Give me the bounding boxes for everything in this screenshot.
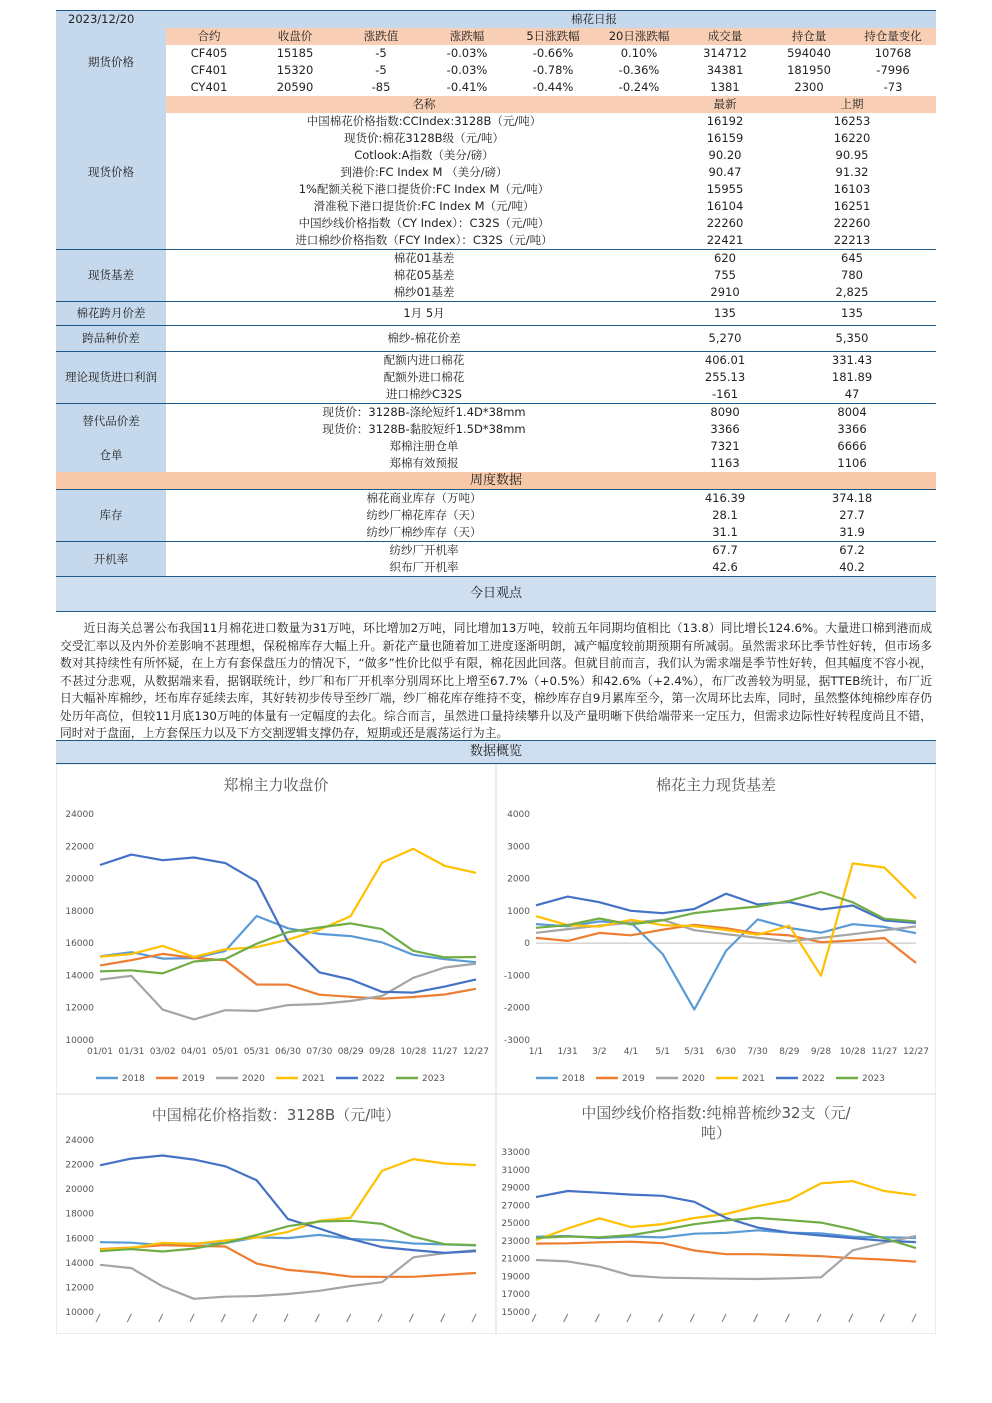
chart-title: 郑棉主力收盘价 (223, 776, 329, 794)
x-tick-label: 9/28 (810, 1047, 832, 1057)
legend-label: 2019 (182, 1074, 205, 1084)
y-tick-label: 1000 (507, 906, 530, 917)
report-date: 2023/12/20 (56, 11, 252, 29)
y-tick-label: -3000 (503, 1036, 530, 1046)
futures-cell: CF401 (190, 63, 228, 77)
profit-row (56, 369, 936, 386)
y-tick-label: -1000 (503, 971, 530, 982)
y-tick-label: 24000 (65, 810, 94, 820)
substitute-row (56, 421, 936, 438)
x-tick-label: 8/29 (779, 1047, 800, 1057)
y-tick-label: 23000 (501, 1236, 530, 1247)
substitute-row (56, 404, 936, 422)
rate-row (56, 542, 936, 560)
y-tick-label: 12000 (65, 1283, 94, 1294)
futures-cell: 0.10% (620, 46, 658, 60)
inventory-label: 纺纱厂棉花库存（天） (366, 508, 482, 522)
warehouse-latest: 1163 (710, 456, 740, 470)
y-tick-label: 27000 (501, 1201, 530, 1212)
futures-col-header: 成交量 (682, 28, 768, 45)
spread-prev: 135 (841, 306, 863, 320)
x-tick-label: 11/27 (431, 1047, 458, 1057)
spot-latest: 16159 (706, 131, 744, 145)
spot-col-header: 名称 (166, 96, 682, 113)
y-tick-label: 17000 (501, 1290, 530, 1301)
legend-label: 2021 (742, 1074, 765, 1084)
y-tick-label: 14000 (65, 971, 94, 982)
y-tick-label: 12000 (65, 1003, 94, 1014)
y-tick-label: 33000 (501, 1148, 530, 1158)
spot-row (56, 215, 936, 232)
chart-title: 中国棉花价格指数：3128B（元/吨） (151, 1106, 401, 1124)
basis-row (56, 250, 936, 268)
substitute-label: 现货价：3128B-涤纶短纤1.4D*38mm (322, 405, 526, 419)
section-rate: 开机率 (56, 542, 166, 577)
futures-col-header: 涨跌值 (338, 28, 424, 45)
futures-cell: 1381 (710, 80, 740, 94)
profit-latest: -161 (711, 387, 739, 401)
legend-label: 2023 (862, 1074, 885, 1084)
inventory-latest: 416.39 (704, 491, 746, 505)
legend-label: 2022 (362, 1074, 385, 1084)
y-tick-label: 3000 (507, 842, 530, 853)
spot-label: Cotlook:A指数（美分/磅） (354, 148, 494, 162)
spot-latest: 16104 (706, 199, 744, 213)
spot-row (56, 232, 936, 250)
warehouse-label: 郑棉有效预报 (389, 456, 459, 470)
x-tick-label: 01/31 (118, 1047, 145, 1057)
x-tick-label: 4/1 (623, 1047, 639, 1057)
futures-cell: 10768 (874, 46, 912, 60)
inventory-latest: 31.1 (712, 525, 738, 539)
spot-latest: 16192 (706, 114, 744, 128)
profit-latest: 406.01 (704, 353, 746, 367)
futures-cell: -0.03% (446, 63, 488, 77)
spot-row (56, 113, 936, 130)
futures-cell: 20590 (276, 80, 314, 94)
spot-col-header: 最新 (682, 96, 768, 113)
y-tick-label: 22000 (65, 1160, 94, 1171)
futures-cell: 15320 (276, 63, 314, 77)
futures-cell: CY401 (190, 80, 228, 94)
futures-col-header: 20日涨跌幅 (596, 28, 682, 45)
spot-label: 进口棉纱价格指数（FCY Index）：C32S（元/吨） (295, 233, 553, 247)
futures-row (56, 62, 936, 79)
spot-row (56, 130, 936, 147)
y-tick-label: 14000 (65, 1258, 94, 1269)
x-tick-label: 5/1 (655, 1047, 670, 1057)
inventory-prev: 27.7 (839, 508, 865, 522)
x-tick-label: 06/30 (275, 1047, 301, 1057)
viewpoint-title: 今日观点 (56, 576, 936, 612)
x-tick-label: 1/31 (557, 1047, 578, 1057)
futures-cell: -0.44% (532, 80, 574, 94)
basis-latest: 620 (714, 251, 736, 265)
futures-cell: 594040 (787, 46, 831, 60)
y-tick-label: 19000 (501, 1272, 530, 1283)
substitute-prev: 8004 (837, 405, 867, 419)
x-tick-label: 04/01 (181, 1047, 207, 1057)
futures-header-row (56, 28, 936, 45)
spot-prev: 91.32 (835, 165, 869, 179)
report-table (56, 10, 936, 576)
futures-cell: 34381 (706, 63, 744, 77)
profit-label: 配额内进口棉花 (383, 353, 465, 367)
inventory-row (56, 507, 936, 524)
x-tick-label: 12/27 (903, 1047, 929, 1057)
basis-label: 棉花05基差 (393, 268, 455, 282)
inventory-latest: 28.1 (712, 508, 738, 522)
basis-prev: 780 (841, 268, 863, 282)
futures-row (56, 45, 936, 62)
futures-row (56, 79, 936, 96)
futures-close-chart (56, 764, 496, 1094)
rate-latest: 67.7 (712, 543, 738, 557)
spot-col-header: 上期 (768, 96, 936, 113)
x-tick-label: 10/28 (839, 1047, 866, 1057)
rate-label: 织布厂开机率 (389, 560, 459, 574)
futures-cell: -0.24% (618, 80, 660, 94)
inventory-prev: 31.9 (839, 525, 865, 539)
profit-latest: 255.13 (704, 370, 746, 384)
cc-index-chart (56, 1094, 496, 1334)
y-tick-label: 15000 (501, 1308, 530, 1318)
futures-cell: CF405 (190, 46, 228, 60)
section-inventory: 库存 (56, 490, 166, 542)
futures-cell: 181950 (787, 63, 831, 77)
futures-cell: 15185 (276, 46, 314, 60)
basis-prev: 2,825 (835, 285, 869, 299)
section-profit: 理论现货进口利润 (56, 352, 166, 404)
spot-latest: 22260 (706, 216, 744, 230)
substitute-latest: 8090 (710, 405, 740, 419)
weekly-title-row (56, 472, 936, 490)
warehouse-label: 郑棉注册仓单 (389, 439, 459, 453)
spot-row (56, 198, 936, 215)
futures-col-header: 收盘价 (252, 28, 338, 45)
spot-latest: 22421 (706, 233, 744, 247)
spot-prev: 90.95 (835, 148, 869, 162)
legend-label: 2022 (802, 1074, 825, 1084)
y-tick-label: 10000 (65, 1308, 94, 1318)
x-tick-label: 11/27 (871, 1047, 898, 1057)
profit-label: 进口棉纱C32S (386, 387, 462, 401)
basis-label: 棉纱01基差 (393, 285, 455, 299)
profit-row (56, 352, 936, 370)
substitute-latest: 3366 (710, 422, 740, 436)
spot-prev: 16220 (833, 131, 871, 145)
spot-label: 中国纱线价格指数（CY Index）：C32S（元/吨） (298, 216, 550, 230)
warehouse-row (56, 455, 936, 472)
y-tick-label: 2000 (507, 874, 530, 885)
profit-prev: 181.89 (831, 370, 873, 384)
spot-prev: 22260 (833, 216, 871, 230)
futures-cell: -0.41% (446, 80, 488, 94)
futures-cell: 2300 (794, 80, 824, 94)
inventory-row (56, 524, 936, 542)
y-tick-label: 18000 (65, 1209, 94, 1220)
futures-cell: -5 (375, 46, 387, 60)
futures-cell: -0.78% (532, 63, 574, 77)
y-tick-label: 31000 (501, 1165, 530, 1176)
y-tick-label: 18000 (65, 906, 94, 917)
y-tick-label: 20000 (65, 874, 94, 885)
y-tick-label: -2000 (503, 1003, 530, 1014)
x-tick-label: 5/31 (684, 1047, 705, 1057)
y-tick-label: 21000 (501, 1254, 530, 1265)
weekly-title: 周度数据 (56, 472, 936, 490)
basis-latest: 755 (714, 268, 736, 282)
charts-area (56, 764, 936, 1324)
spot-prev: 16251 (833, 199, 871, 213)
y-tick-label: 29000 (501, 1183, 530, 1194)
spread-label: 1月 5月 (403, 306, 445, 320)
futures-col-header: 持仓量变化 (850, 28, 936, 45)
profit-prev: 47 (844, 387, 860, 401)
cotton-daily-report (56, 0, 936, 1324)
cross-prev: 5,350 (835, 331, 869, 345)
y-tick-label: 24000 (65, 1136, 94, 1146)
legend-label: 2020 (242, 1074, 265, 1084)
warehouse-prev: 6666 (837, 439, 867, 453)
x-tick-label: 05/31 (243, 1047, 270, 1057)
chart-title: 吨） (700, 1124, 732, 1142)
cross-label: 棉纱-棉花价差 (387, 331, 461, 345)
x-tick-label: 1/1 (528, 1047, 544, 1057)
y-tick-label: 16000 (65, 939, 94, 950)
futures-col-header: 5日涨跌幅 (510, 28, 596, 45)
spot-row (56, 164, 936, 181)
cross-latest: 5,270 (708, 331, 742, 345)
chart-title: 棉花主力现货基差 (655, 776, 777, 794)
rate-label: 纺纱厂开机率 (389, 543, 459, 557)
y-tick-label: 0 (524, 939, 530, 950)
x-tick-label: 08/29 (337, 1047, 364, 1057)
section-cross: 跨品种价差 (56, 326, 166, 352)
profit-row (56, 386, 936, 404)
header-row (56, 11, 936, 29)
spot-label: 中国棉花价格指数:CCIndex:3128B（元/吨） (306, 114, 542, 128)
inventory-label: 棉花商业库存（万吨） (366, 491, 482, 505)
futures-cell: -73 (883, 80, 903, 94)
profit-label: 配额外进口棉花 (383, 370, 465, 384)
x-tick-label: 09/28 (369, 1047, 395, 1057)
spread-row (56, 302, 936, 326)
x-tick-label: 3/2 (592, 1047, 607, 1057)
y-tick-label: 16000 (65, 1234, 94, 1245)
warehouse-prev: 1106 (837, 456, 867, 470)
futures-cell: -7996 (876, 63, 910, 77)
spot-prev: 16103 (833, 182, 871, 196)
spot-header-row (56, 96, 936, 113)
y-tick-label: 22000 (65, 842, 94, 853)
x-tick-label: 12/27 (463, 1047, 489, 1057)
rate-latest: 42.6 (712, 560, 738, 574)
viewpoint-text: 近日海关总署公布我国11月棉花进口数量为31万吨，环比增加2万吨，同比增加13万吨，较前五年同期均值相比（13.8）同比增长124.6%。大量进口棉到港而成交受汇率以及内外价差影响不甚理想，保税棉库存大幅上升。新花产量也随着加工进度逐渐明朗，减产幅度较前期预期有所减弱。虽然需求环比季节性好转，但市场多数对其持续性有所怀疑，在上方有套保盘压力的情况下，“做多”性价比似乎有限，棉花因此回落。但就目前而言，我们认为需求端是季节性好转，但其幅度不容小视，不甚过分悲观，从数据端来看，据钢联统计，纱厂和布厂开机率分别周环比上增至67.7%（+0.5%）和42.6%（+2.4%），布厂改善较为明显，据TTEB统计，布厂近日大幅补库棉纱，坯布库存延续去库，其好转初步传导至纱厂端，纱厂棉花库存维持不变，棉纱库存自9月累库至今，第一次周环比去库，同时，虽然整体纯棉纱库存仍处历年高位，但较11月底130万吨的体量有一定幅度的去化。综合而言，虽然进口量持续攀升以及产量明晰下供给端带来一定压力，但需求边际性好转程度尚且不错，同时对于盘面，上方套保压力以及下方交割逻辑支撑仍存，短期或还是震荡运行为主。 (60, 621, 932, 740)
legend-label: 2018 (122, 1074, 145, 1084)
rate-prev: 40.2 (839, 560, 865, 574)
x-tick-label: 05/01 (212, 1047, 239, 1057)
section-spot: 现货价格 (56, 96, 166, 250)
spot-prev: 16253 (833, 114, 871, 128)
basis-prev: 645 (841, 251, 863, 265)
inventory-row (56, 490, 936, 508)
section-basis: 现货基差 (56, 250, 166, 302)
cross-row (56, 326, 936, 352)
spot-label: 现货价:棉花3128B级（元/吨） (344, 131, 504, 145)
report-title: 棉花日报 (252, 11, 936, 29)
spot-row (56, 181, 936, 198)
futures-col-header: 持仓量 (768, 28, 850, 45)
futures-cell: -85 (371, 80, 391, 94)
substitute-label: 现货价：3128B-黏胶短纤1.5D*38mm (322, 422, 526, 436)
x-tick-label: 10/28 (400, 1047, 427, 1057)
y-tick-label: 10000 (65, 1036, 94, 1046)
basis-label: 棉花01基差 (393, 251, 455, 265)
spread-latest: 135 (714, 306, 736, 320)
substitute-prev: 3366 (837, 422, 867, 436)
futures-col-header: 涨跌幅 (424, 28, 510, 45)
y-tick-label: 25000 (501, 1219, 530, 1230)
section-substitute: 替代品价差 (56, 404, 166, 439)
section-warehouse: 仓单 (56, 438, 166, 472)
overview-title: 数据概览 (56, 740, 936, 764)
futures-cell: -5 (375, 63, 387, 77)
profit-prev: 331.43 (831, 353, 873, 367)
futures-cell: 314712 (703, 46, 747, 60)
warehouse-latest: 7321 (710, 439, 740, 453)
spot-prev: 22213 (833, 233, 871, 247)
x-tick-label: 01/01 (87, 1047, 113, 1057)
y-tick-label: 20000 (65, 1185, 94, 1196)
futures-cell: -0.03% (446, 46, 488, 60)
spot-latest: 15955 (706, 182, 744, 196)
inventory-prev: 374.18 (831, 491, 873, 505)
basis-row (56, 284, 936, 302)
section-spread: 棉花跨月价差 (56, 302, 166, 326)
futures-cell: -0.66% (532, 46, 574, 60)
legend-label: 2021 (302, 1074, 325, 1084)
chart-title: 中国纱线价格指数:纯棉普梳纱32支（元/ (581, 1104, 851, 1122)
spot-label: 滑准税下港口提货价:FC Index M（元/吨） (313, 199, 535, 213)
y-tick-label: 4000 (507, 810, 530, 820)
basis-chart (496, 764, 936, 1094)
spot-label: 1%配额关税下港口提货价:FC Index M（元/吨） (298, 182, 550, 196)
basis-latest: 2910 (710, 285, 740, 299)
spot-row (56, 147, 936, 164)
legend-label: 2020 (682, 1074, 705, 1084)
inventory-label: 纺纱厂棉纱库存（天） (366, 525, 482, 539)
x-tick-label: 07/30 (306, 1047, 333, 1057)
spot-latest: 90.20 (708, 148, 742, 162)
x-tick-label: 03/02 (149, 1047, 176, 1057)
spot-label: 到港价:FC Index M （美分/磅） (340, 165, 508, 179)
x-tick-label: 7/30 (747, 1047, 768, 1057)
section-futures: 期货价格 (56, 28, 166, 96)
basis-row (56, 267, 936, 284)
rate-row (56, 559, 936, 576)
futures-cell: -0.36% (618, 63, 660, 77)
legend-label: 2023 (422, 1074, 445, 1084)
chart-frame (56, 1094, 496, 1334)
rate-prev: 67.2 (839, 543, 865, 557)
spot-latest: 90.47 (708, 165, 742, 179)
chart-frame (56, 764, 496, 1094)
futures-col-header: 合约 (166, 28, 252, 45)
legend-label: 2019 (622, 1074, 645, 1084)
legend-label: 2018 (562, 1074, 585, 1084)
yarn-index-chart (496, 1094, 936, 1334)
warehouse-row (56, 438, 936, 455)
x-tick-label: 6/30 (715, 1047, 737, 1057)
